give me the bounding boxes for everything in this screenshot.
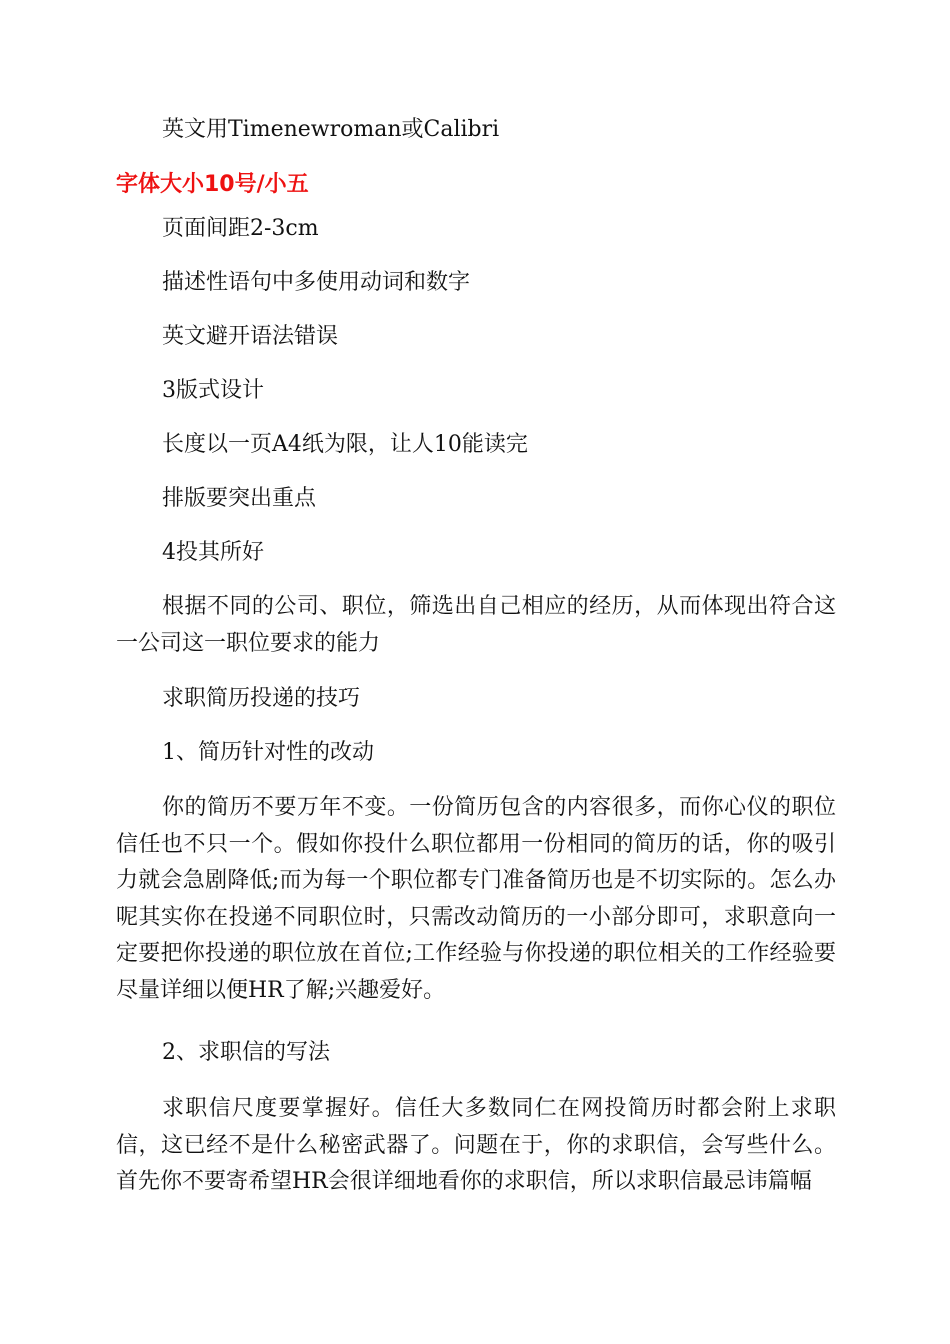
verbs-numbers-line: 描述性语句中多使用动词和数字 [162, 270, 471, 295]
font-size-heading: 字体大小10号/小五 [116, 172, 309, 197]
grammar-line: 英文避开语法错误 [162, 324, 339, 349]
font-line: 英文用Timenewroman或Calibri [162, 117, 500, 142]
cover-letter-paragraph: 求职信尺度要掌握好。信任大多数同仁在网投简历时都会附上求职信，这已经不是什么秘密武器了。问题在于，你的求职信，会写些什么。首先你不要寄希望HR会很详细地看你的求职信，所以求职信最忌讳篇幅 [116, 1096, 836, 1194]
emphasis-line: 排版要突出重点 [162, 486, 317, 511]
resume-edit-heading: 1、简历针对性的改动 [162, 740, 374, 765]
layout-design-heading: 3版式设计 [162, 378, 264, 403]
tailoring-heading: 4投其所好 [162, 540, 264, 565]
cover-letter-heading: 2、求职信的写法 [162, 1040, 330, 1065]
resume-edit-paragraph: 你的简历不要万年不变。一份简历包含的内容很多，而你心仪的职位信任也不只一个。假如你投什么职位都用一份相同的简历的话，你的吸引力就会急剧降低;而为每一个职位都专门准备简历也是不切实际的。怎么办呢其实你在投递不同职位时，只需改动简历的一小部分即可，求职意向一定要把你投递的职位放在首位;工作经验与你投递的职位相关的工作经验要尽量详细以便HR了解;兴趣爱好。 [116, 795, 836, 1003]
delivery-tips-heading: 求职简历投递的技巧 [162, 686, 361, 711]
tailoring-paragraph: 根据不同的公司、职位，筛选出自己相应的经历，从而体现出符合这一公司这一职位要求的能力 [116, 594, 836, 656]
margin-line: 页面间距2-3cm [162, 216, 319, 241]
length-line: 长度以一页A4纸为限，让人10能读完 [162, 432, 528, 457]
